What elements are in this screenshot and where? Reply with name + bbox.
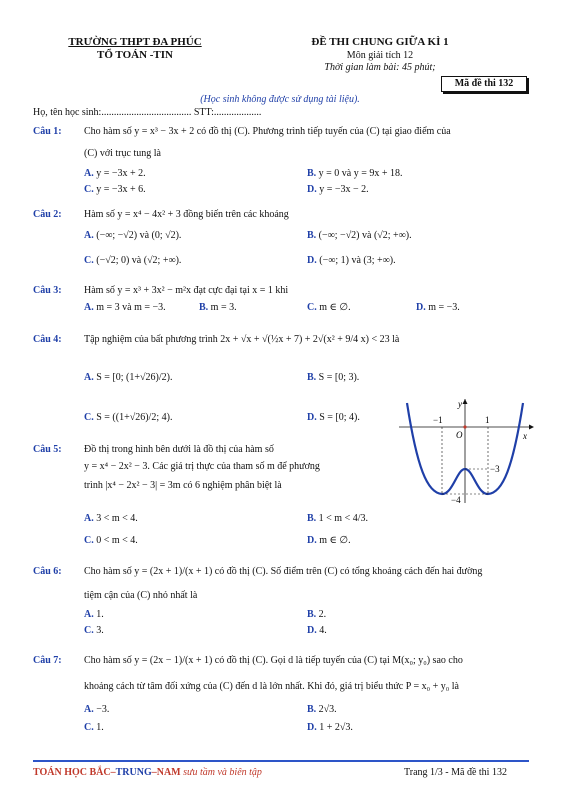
exam-subject: Môn giải tích 12 (346, 50, 414, 61)
option-d[interactable]: D. S = [0; 4). (307, 412, 360, 423)
question-stem: Hàm số y = x⁴ − 4x² + 3 đồng biến trên các khoảng (84, 209, 289, 220)
question-stem: Cho hàm số y = (2x − 1)/(x + 1) có đồ thị (C). Gọi d là tiếp tuyến của (C) tại M(x₀; y₀) sao cho (84, 655, 463, 666)
question-stem: Tập nghiệm của bất phương trình 2x + √x + √(½x + 7) + 2√(x² + 9/4 x) < 23 là (84, 334, 400, 345)
x-axis-label: x (523, 431, 527, 441)
option-a[interactable]: A. 3 < m < 4. (84, 513, 138, 524)
question-label: Câu 3: (33, 285, 62, 296)
school-name: TRƯỜNG THPT ĐA PHÚC (68, 36, 202, 48)
option-b[interactable]: B. 2. (307, 609, 327, 620)
question-stem: trình |x⁴ − 2x² − 3| = 3m có 6 nghiệm phân biệt là (84, 480, 282, 491)
option-a[interactable]: A. −3. (84, 704, 110, 715)
option-d[interactable]: D. (−∞; 1) và (3; +∞). (307, 255, 396, 266)
exam-code-box: Mã đề thi 132 (441, 76, 527, 92)
question-label: Câu 2: (33, 209, 62, 220)
question-stem: khoảng cách từ tâm đối xứng của (C) đến d là lớn nhất. Khi đó, giá trị biểu thức P = x₀ + y₀ là (84, 681, 459, 692)
origin-point (463, 425, 466, 428)
option-a[interactable]: A. 1. (84, 609, 104, 620)
question-stem: Hàm số y = x³ + 3x² − m²x đạt cực đại tại x = 1 khi (84, 285, 289, 296)
option-b[interactable]: B. S = [0; 3). (307, 372, 360, 383)
option-a[interactable]: A. (−∞; −√2) và (0; √2). (84, 230, 182, 241)
y-axis-arrow (463, 399, 468, 404)
option-d[interactable]: D. 1 + 2√3. (307, 722, 353, 733)
question-label: Câu 5: (33, 444, 62, 455)
option-b[interactable]: B. m = 3. (199, 302, 237, 313)
option-b[interactable]: B. 2√3. (307, 704, 337, 715)
tick-label-neg1: −1 (433, 415, 443, 425)
question-stem: Cho hàm số y = x³ − 3x + 2 có đồ thị (C). Phương trình tiếp tuyến của (C) tại giao điểm của (84, 126, 451, 137)
department-name: TỔ TOÁN -TIN (96, 49, 173, 61)
x-axis-arrow (529, 425, 534, 430)
question-label: Câu 1: (33, 126, 62, 137)
exam-title: ĐỀ THI CHUNG GIỮA KÌ 1 (311, 36, 449, 48)
question-stem: (C) với trục tung là (84, 148, 161, 159)
footer-brand: TOÁN HỌC BẮC–TRUNG–NAM sưu tầm và biên tập (33, 767, 262, 778)
option-a[interactable]: A. m = 3 và m = −3. (84, 302, 166, 313)
option-a[interactable]: A. y = −3x + 2. (84, 168, 146, 179)
option-d[interactable]: D. 4. (307, 625, 327, 636)
option-d[interactable]: D. y = −3x − 2. (307, 184, 369, 195)
option-b[interactable]: B. (−∞; −√2) và (√2; +∞). (307, 230, 412, 241)
option-c[interactable]: C. 0 < m < 4. (84, 535, 138, 546)
option-c[interactable]: C. S = ((1+√26)/2; 4). (84, 412, 173, 423)
student-info-line: Họ, tên học sinh:.................................... STT:................... (33, 107, 262, 118)
question-stem: tiệm cận của (C) nhỏ nhất là (84, 590, 198, 601)
question-stem: Đồ thị trong hình bên dưới là đồ thị của hàm số (84, 444, 274, 455)
origin-label: O (456, 430, 463, 440)
option-d[interactable]: D. m ∈ ∅. (307, 535, 351, 546)
question-stem: y = x⁴ − 2x² − 3. Các giá trị thực của tham số m để phương (84, 461, 320, 472)
option-b[interactable]: B. y = 0 và y = 9x + 18. (307, 168, 403, 179)
exam-duration: Thời gian làm bài: 45 phút; (324, 62, 436, 73)
option-b[interactable]: B. 1 < m < 4/3. (307, 513, 369, 524)
option-c[interactable]: C. y = −3x + 6. (84, 184, 146, 195)
page-number: Trang 1/3 - Mã đề thi 132 (404, 767, 507, 778)
option-c[interactable]: C. (−√2; 0) và (√2; +∞). (84, 255, 182, 266)
question-stem: Cho hàm số y = (2x + 1)/(x + 1) có đồ thị (C). Số điểm trên (C) có tổng khoảng cách đến hai đường (84, 566, 483, 577)
option-c[interactable]: C. m ∈ ∅. (307, 302, 351, 313)
option-c[interactable]: C. 3. (84, 625, 104, 636)
tick-label-pos1: 1 (485, 415, 490, 425)
tick-label-neg4: −4 (451, 495, 461, 505)
footer-divider (33, 760, 529, 762)
question-label: Câu 7: (33, 655, 62, 666)
question-label: Câu 4: (33, 334, 62, 345)
option-d[interactable]: D. m = −3. (416, 302, 460, 313)
option-a[interactable]: A. S = [0; (1+√26)/2). (84, 372, 173, 383)
exam-note: (Học sinh không được sử dụng tài liệu). (200, 94, 360, 105)
option-c[interactable]: C. 1. (84, 722, 104, 733)
y-axis-label: y (458, 399, 462, 409)
function-graph (395, 397, 535, 507)
tick-label-neg3: −3 (490, 464, 500, 474)
question-label: Câu 6: (33, 566, 62, 577)
